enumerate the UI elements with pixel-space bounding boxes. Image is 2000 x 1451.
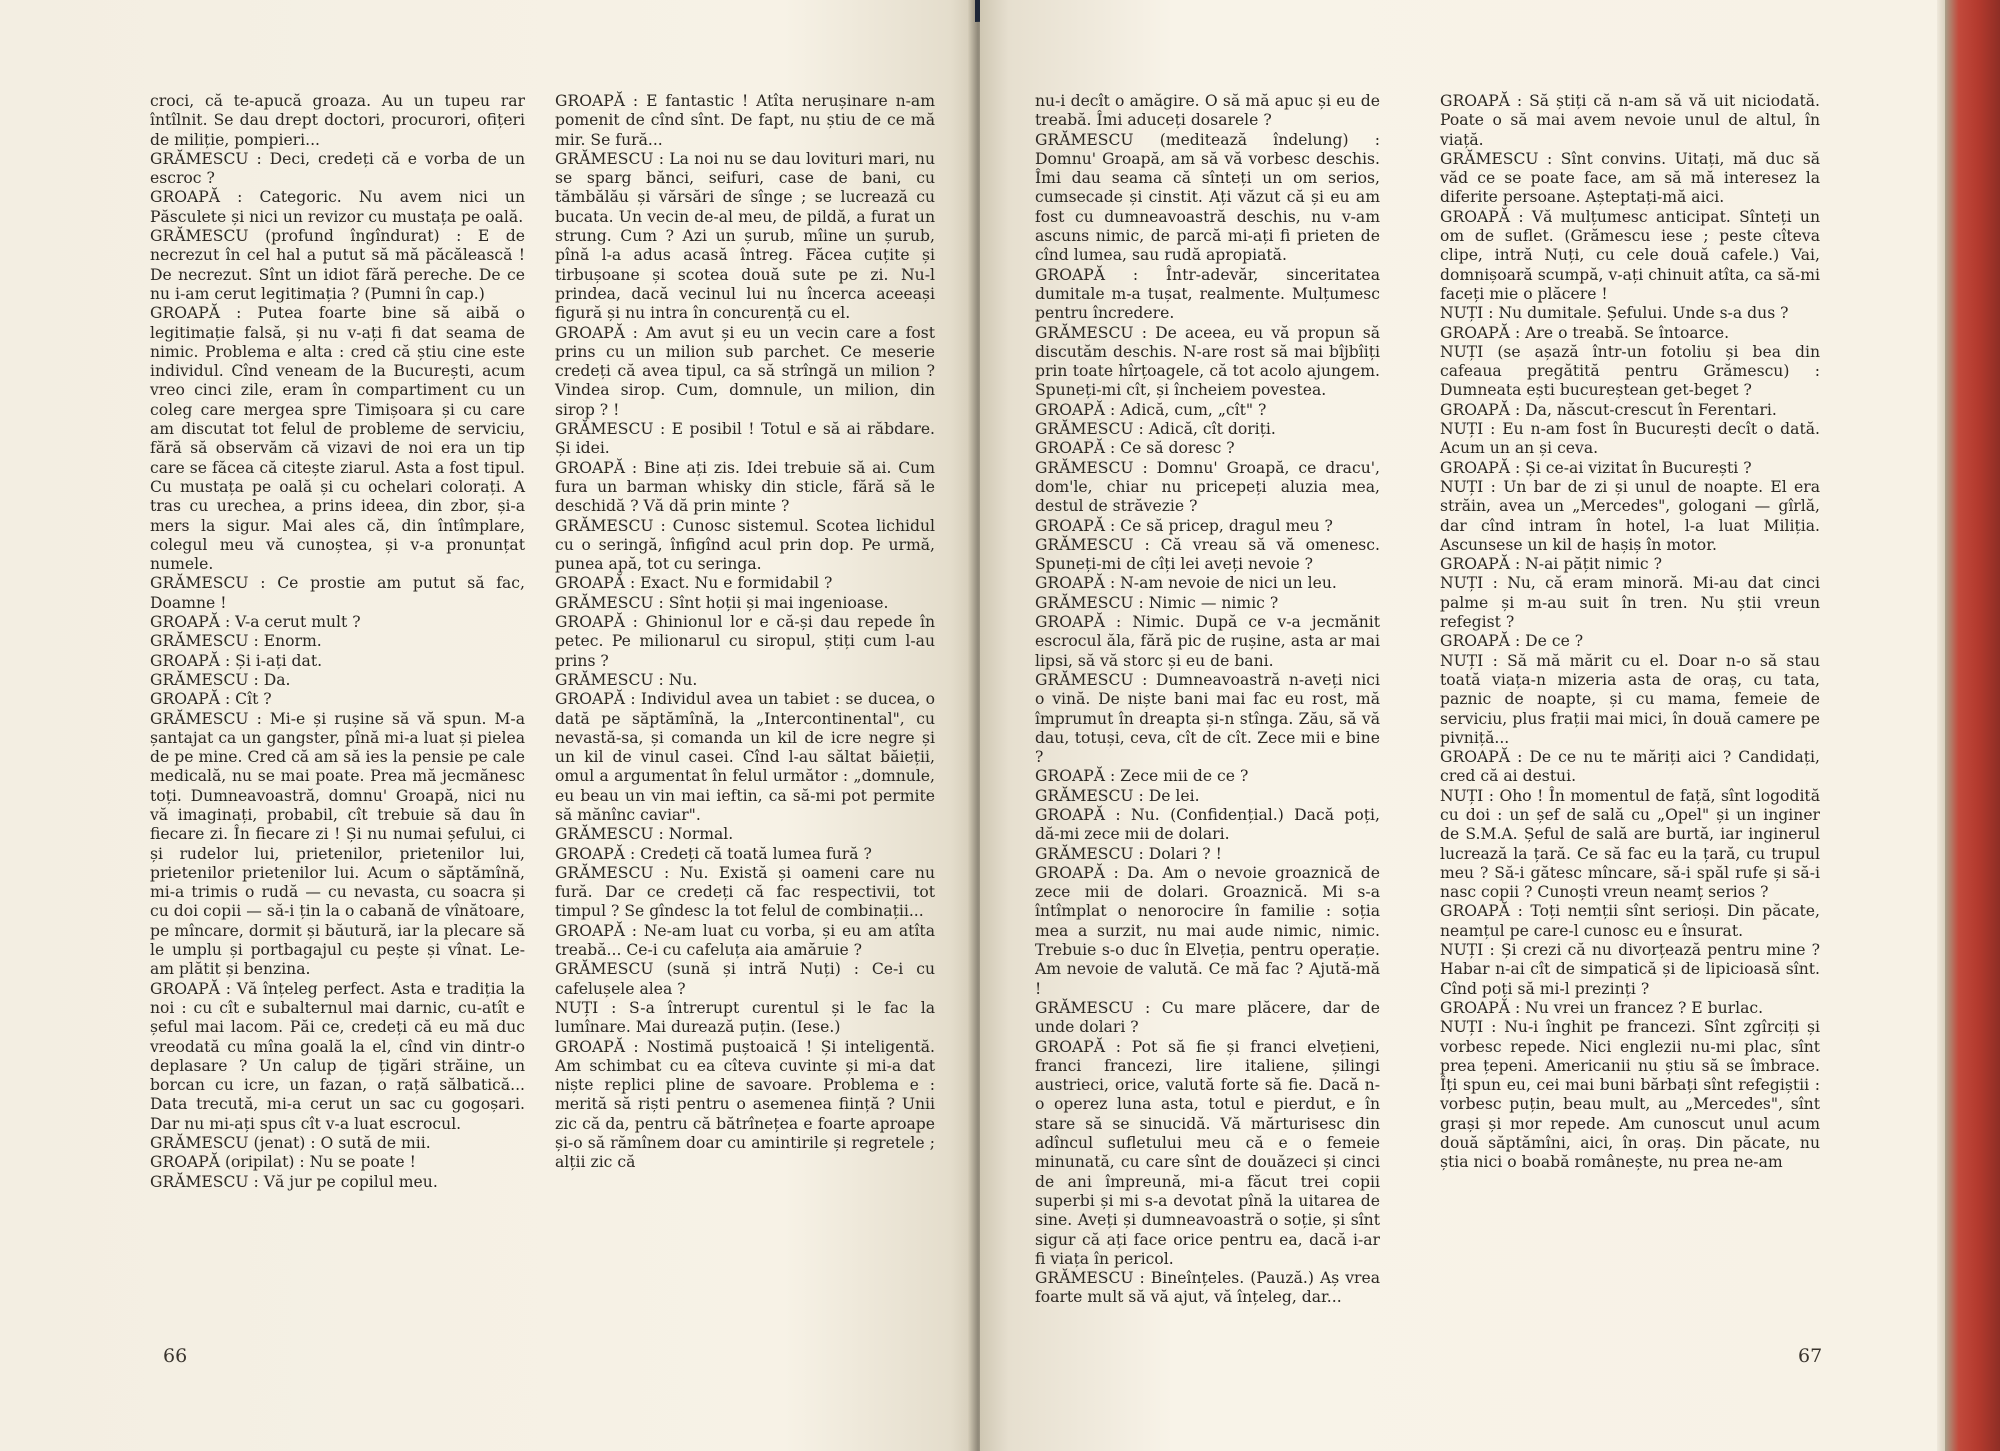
dialogue-paragraph: GROAPĂ : Ce să doresc ? [1035, 439, 1235, 458]
dialogue-paragraph: GRĂMESCU : Ce prostie am putut să fac, Doamne ! [150, 574, 525, 612]
left-page [0, 0, 980, 1451]
dialogue-paragraph: NUȚI : Nu dumitale. Șefului. Unde s-a dus ? [1440, 304, 1789, 323]
right-page [980, 0, 1945, 1451]
dialogue-paragraph: nu-i decît o amăgire. O să mă apuc și eu de treabă. Îmi aduceți dosarele ? [1035, 92, 1380, 130]
dialogue-paragraph: GRĂMESCU : Nu. [555, 670, 698, 689]
dialogue-paragraph: GRĂMESCU : De aceea, eu vă propun să discutăm deschis. N-are rost să mai bîjbîiți prin toate hîrțoagele, că tot acolo ajungem. Spuneți-mi cît, și încheiem povestea. [1035, 323, 1380, 400]
dialogue-paragraph: GRĂMESCU : Enorm. [150, 632, 322, 651]
dialogue-paragraph: GROAPĂ : E fantastic ! Atîta nerușinare n-am pomenit de cînd sînt. De fapt, nu știu de ce mă mir. Se fură... [555, 92, 935, 149]
dialogue-paragraph: GRĂMESCU : De lei. [1035, 786, 1200, 805]
left-page-column-1 [150, 92, 525, 1192]
dialogue-paragraph: GROAPĂ : N-am nevoie de nici un leu. [1035, 574, 1337, 593]
dialogue-paragraph: GROAPĂ : N-ai pățit nimic ? [1440, 555, 1662, 574]
left-page-column-2 [555, 92, 935, 1173]
dialogue-paragraph: GROAPĂ : Credeți că toată lumea fură ? [555, 844, 872, 863]
dialogue-paragraph: GRĂMESCU : Nimic — nimic ? [1035, 593, 1279, 612]
right-page-column-2 [1440, 92, 1820, 1173]
dialogue-paragraph: GROAPĂ : Putea foarte bine să aibă o legitimație falsă, și nu v-ați fi dat seama de nimic. Problema e alta : cred că știu cine este individul. Cînd veneam de la București, acum vreo cinci zile, eram în compartiment cu un coleg care mergea spre Timișoara și cu care am discutat tot felul de probleme de serviciu, fără să observăm că vizavi de noi era un tip care se făcea că citește ziarul. Asta a fost tipul. Cu mustața pe oală și cu ochelari colorați. A tras cu urechea, a prins ideea, din zbor, și-a mers la sigur. Mai ales că, din întîmplare, colegul meu vă cunoștea, și v-a pronunțat numele. [150, 304, 525, 574]
dialogue-paragraph: NUȚI : Un bar de zi și unul de noapte. El era străin, avea un „Mercedes", gologani — gîrlă, dar cînd intram în hotel, l-a luat Miliția. Ascunsese un kil de hașiș în motor. [1440, 477, 1820, 554]
dialogue-paragraph: GROAPĂ : Nu. (Confidențial.) Dacă poți, dă-mi zece mii de dolari. [1035, 805, 1380, 844]
dialogue-paragraph: GROAPĂ : Adică, cum, „cît" ? [1035, 400, 1267, 419]
dialogue-paragraph: GROAPĂ : Da. Am o nevoie groaznică de zece mii de dolari. Groaznică. Mi s-a întîmplat o nenorocire în familie : soția mea a surzit, nu mai aude nimic, nimic. Trebuie s-o duc în Elveția, pentru operație. Am nevoie de valută. Ce mă fac ? Ajută-mă ! [1035, 863, 1380, 998]
dialogue-paragraph: GRĂMESCU : Normal. [555, 825, 734, 844]
dialogue-paragraph: GROAPĂ : Individul avea un tabiet : se ducea, o dată pe săptămînă, la „Intercontinental", cu nevastă-sa, și comanda un kil de icre negre și un kil de vinul casei. Cînd l-au săltat băieții, omul a argumentat în felul următor : „domnule, eu beau un vin mai ieftin, ca să-mi pot permite să mănînc caviar". [555, 690, 935, 824]
dialogue-paragraph: GROAPĂ : Și ce-ai vizitat în București ? [1440, 458, 1752, 477]
dialogue-paragraph: GROAPĂ : Ne-am luat cu vorba, și eu am atîta treabă... Ce-i cu cafeluța aia amăruie ? [555, 921, 935, 960]
right-page-column-1 [1035, 92, 1380, 1308]
dialogue-paragraph: GROAPĂ : Zece mii de ce ? [1035, 767, 1249, 786]
page-number-left: 66 [163, 1345, 188, 1367]
page-edge [1937, 0, 1945, 1451]
dialogue-paragraph: NUȚI (se așază într-un fotoliu și bea din cafeaua pregătită pentru Grămescu) : Dumneata ești bucureștean get-beget ? [1440, 342, 1820, 400]
dialogue-paragraph: GRĂMESCU : E posibil ! Totul e să ai răbdare. Și idei. [555, 420, 935, 458]
dialogue-paragraph: GRĂMESCU : Nu. Există și oameni care nu fură. Dar ce credeți că fac respectivii, tot timpul ? Se gîndesc la tot felul de combinații... [555, 863, 935, 921]
dialogue-paragraph: GRĂMESCU : Mi-e și rușine să vă spun. M-a șantajat ca un gangster, pînă mi-a luat și pielea de pe mine. Cred că am să ies la pensie pe cale medicală, nu se mai poate. Prea mă jecmănesc toți. Dumneavoastră, domnu' Groapă, nici nu vă imaginați, probabil, cît trebuie să dau în fiecare zi. În fiecare zi ! Și nu numai șefului, ci și rudelor lui, prietenilor, prietenilor lui, prietenilor prietenilor lui. Acum o săptămînă, mi-a trimis o rudă — cu nevasta, cu soacra și cu doi copii — să-i țin la o cabană de vînătoare, pe mîncare, dormit și băutură, iar la plecare să le umplu și portbagajul cu pește și vînat. Le-am plătit și benzina. [150, 709, 525, 979]
dialogue-paragraph: GROAPĂ : Să știți că n-am să vă uit niciodată. Poate o să mai avem nevoie unul de altul, în viață. [1440, 92, 1820, 149]
dialogue-paragraph: NUȚI : Nu-i înghit pe francezi. Sînt zgîrciți și vorbesc repede. Nici englezii nu-mi plac, sînt prea țepeni. Americanii nu știu să se îmbrace. Îți spun eu, cei mai buni bărbați sînt refegiștii : vorbesc puțin, beau mult, au „Mercedes", sînt grași și mor repede. Am cunoscut unul acum două săptămîni, aici, în oraș. Din păcate, nu știa nici o boabă românește, nu prea ne-am [1440, 1018, 1820, 1172]
dialogue-paragraph: GRĂMESCU (meditează îndelung) : Domnu' Groapă, am să vă vorbesc deschis. Îmi dau seama că sînteți un om serios, cumsecade și cinstit. Ați văzut că și eu am fost cu dumneavoastră deschis, nu v-am ascuns nimic, de parcă mi-ați fi prieten de cînd lumea, sau rudă apropiată. [1035, 130, 1380, 265]
dialogue-paragraph: NUȚI : Eu n-am fost în București decît o dată. Acum un an și ceva. [1440, 420, 1820, 458]
dialogue-paragraph: GRĂMESCU : Deci, credeți că e vorba de un escroc ? [150, 149, 525, 188]
dialogue-paragraph: GRĂMESCU (jenat) : O sută de mii. [150, 1134, 431, 1153]
dialogue-paragraph: GRĂMESCU (profund îngîndurat) : E de necrezut în cel hal a putut să mă păcălească ! De necrezut. Sînt un idiot fără pereche. De ce nu i-am cerut legitimația ? (Pumni în cap.) [150, 227, 525, 303]
dialogue-paragraph: GRĂMESCU : Sînt hoții și mai ingenioase. [555, 593, 889, 612]
dialogue-paragraph: GRĂMESCU : Da. [150, 670, 291, 689]
dialogue-paragraph: GROAPĂ : De ce ? [1440, 632, 1584, 651]
dialogue-paragraph: GRĂMESCU : Adică, cît doriți. [1035, 420, 1276, 439]
dialogue-paragraph: GROAPĂ : Am avut și eu un vecin care a fost prins cu un milion sub parchet. Ce meserie credeți că avea tipul, ca să strîngă un milion ? Vindea sirop. Cum, domnule, un milion, din sirop ? ! [555, 323, 935, 419]
dialogue-paragraph: GROAPĂ : Nostimă puștoaică ! Și inteligentă. Am schimbat cu ea cîteva cuvinte și mi-a dat niște replici pline de savoare. Problema e : merită să riști pentru o asemenea ființă ? Unii zic că da, pentru că bătrînețea e foarte aproape și-o să rămînem doar cu amintirile și regretele ; alții zic că [555, 1037, 935, 1172]
dialogue-paragraph: GROAPĂ : Categoric. Nu avem nici un Păsculete și nici un revizor cu mustața pe oală. [150, 188, 525, 226]
dialogue-paragraph: GROAPĂ : Vă mulțumesc anticipat. Sînteți un om de suflet. (Grămescu iese ; peste cîteva clipe, intră Nuți, cu cele două cafele.) Vai, domnișoară scumpă, v-ați chinuit atîta, ca să-mi faceți mie o plăcere ! [1440, 207, 1820, 303]
dialogue-paragraph: GROAPĂ : Într-adevăr, sinceritatea dumitale m-a tușat, realmente. Mulțumesc pentru încredere. [1035, 265, 1380, 323]
dialogue-paragraph: GRĂMESCU : Bineînțeles. (Pauză.) Aș vrea foarte mult să vă ajut, vă înțeleg, dar... [1035, 1269, 1380, 1307]
dialogue-paragraph: GROAPĂ : Are o treabă. Se întoarce. [1440, 323, 1730, 342]
dialogue-paragraph: GROAPĂ (oripilat) : Nu se poate ! [150, 1153, 416, 1172]
dialogue-paragraph: GROAPĂ : Vă înțeleg perfect. Asta e tradiția la noi : cu cît e subalternul mai darnic, cu-atît e șeful mai lacom. Păi ce, credeți că eu mă duc vreodată cu mîna goală la el, cînd vin dintr-o deplasare ? Un calup de țigări străine, un borcan cu icre, un fazan, o rață sălbatică... Data trecută, mi-a cerut un sac cu gogoșari. Dar nu mi-ați spus cît v-a luat escrocul. [150, 979, 525, 1133]
dialogue-paragraph: GRĂMESCU : Dolari ? ! [1035, 844, 1222, 863]
dialogue-paragraph: GRĂMESCU : Vă jur pe copilul meu. [150, 1172, 438, 1191]
dialogue-paragraph: NUȚI : Oho ! În momentul de față, sînt logodită cu doi : un șef de sală cu „Opel" și un inginer de S.M.A. Șeful de sală are burtă, iar inginerul lucrează la țară. Ce să fac eu la țară, cu trupul meu ? Să-i gătesc mîncare, să-i spăl rufe și să-i nasc copii ? Cunoști vreun neamț serios ? [1440, 786, 1820, 902]
dialogue-paragraph: GROAPĂ : Și i-ați dat. [150, 651, 323, 670]
dialogue-paragraph: GRĂMESCU : Sînt convins. Uitați, mă duc să văd ce se poate face, am să mă interesez la diferite persoane. Așteptați-mă aici. [1440, 149, 1820, 207]
dialogue-paragraph: croci, că te-apucă groaza. Au un tupeu rar întîlnit. Se dau drept doctori, procurori, ofițeri de miliție, pompieri... [150, 92, 525, 149]
dialogue-paragraph: GRĂMESCU : Dumneavoastră n-aveți nici o vină. De niște bani mai fac eu rost, mă împrumut în dreapta și-n stînga. Zău, să vă dau, totuși, ceva, cît de cît. Zece mii e bine ? [1035, 670, 1380, 767]
dialogue-paragraph: GRĂMESCU : Că vreau să vă omenesc. Spuneți-mi de cîți lei aveți nevoie ? [1035, 535, 1380, 574]
book-cover-board [1945, 0, 2000, 1451]
dialogue-paragraph: GRĂMESCU : Cu mare plăcere, dar de unde dolari ? [1035, 998, 1380, 1037]
dialogue-paragraph: GROAPĂ : Pot să fie și franci elvețieni, franci francezi, lire italiene, șilingi austrieci, orice, valută forte să fie. Dacă n-o operez luna asta, totul e pierdut, e în stare să se sinucidă. Vă mărturisesc din adîncul sufletului meu că e o femeie minunată, cu care sînt de douăzeci și cinci de ani împreună, mi-a făcut trei copii superbi și mi s-a devotat pînă la uitarea de sine. Aveți și dumneavoastră o soție, și sînt sigur că ați face orice pentru ea, dacă i-ar fi viața în pericol. [1035, 1037, 1380, 1268]
dialogue-paragraph: GROAPĂ : Da, născut-crescut în Ferentari. [1440, 400, 1777, 419]
dialogue-paragraph: NUȚI : Nu, că eram minoră. Mi-au dat cinci palme și m-au suit în tren. Nu știi vreun refegist ? [1440, 574, 1820, 632]
dialogue-paragraph: GROAPĂ : Exact. Nu e formidabil ? [555, 574, 833, 593]
page-number-right: 67 [1798, 1345, 1823, 1367]
dialogue-paragraph: GROAPĂ : Cît ? [150, 690, 272, 709]
dialogue-paragraph: NUȚI : Și crezi că nu divorțează pentru mine ? Habar n-ai cît de simpatică și de lipicioasă sînt. Cînd poți să mi-l prezinți ? [1440, 941, 1820, 998]
dialogue-paragraph: GROAPĂ : V-a cerut mult ? [150, 613, 361, 632]
dialogue-paragraph: GRĂMESCU : La noi nu se dau lovituri mari, nu se sparg bănci, seifuri, case de bani, cu tămbălău și vărsări de sînge ; se lucrează cu bucata. Un vecin de-al meu, de pildă, a furat un strung. Cum ? Azi un șurub, mîine un șurub, pînă l-a adus acasă întreg. Făcea cuțite și tirbușoane și scotea două sute pe zi. Nu-l prindea, dacă vecinul lui nu încerca aceeași figură și nu intra în concurență cu el. [555, 149, 935, 323]
dialogue-paragraph: GRĂMESCU : Cunosc sistemul. Scotea lichidul cu o seringă, înfigînd acul prin dop. Pe urmă, punea apă, tot cu seringa. [555, 516, 935, 574]
dialogue-paragraph: GROAPĂ : Bine ați zis. Idei trebuie să ai. Cum fura un barman whisky din sticle, fără să le deschidă ? Vă dă prin minte ? [555, 458, 935, 516]
dialogue-paragraph: GROAPĂ : Nu vrei un francez ? E burlac. [1440, 998, 1764, 1017]
dialogue-paragraph: NUȚI : S-a întrerupt curentul și le fac la lumînare. Mai durează puțin. (Iese.) [555, 998, 935, 1037]
dialogue-paragraph: GROAPĂ : Nimic. După ce v-a jecmănit escrocul ăla, fără pic de rușine, asta ar mai lipsi, să vă storc și eu de bani. [1035, 613, 1380, 670]
dialogue-paragraph: GROAPĂ : Ce să pricep, dragul meu ? [1035, 516, 1333, 535]
dialogue-paragraph: GROAPĂ : Toți nemții sînt serioși. Din păcate, neamțul pe care-l cunosc eu e însurat. [1440, 902, 1820, 940]
dialogue-paragraph: GRĂMESCU : Domnu' Groapă, ce dracu', dom'le, chiar nu pricepeți aluzia mea, destul de străvezie ? [1035, 458, 1380, 516]
dialogue-paragraph: GROAPĂ : De ce nu te măriți aici ? Candidați, cred că ai destui. [1440, 748, 1820, 786]
dialogue-paragraph: GRĂMESCU (sună și intră Nuți) : Ce-i cu cafelușele alea ? [555, 960, 935, 998]
dialogue-paragraph: GROAPĂ : Ghinionul lor e că-și dau repede în petec. Pe milionarul cu siropul, știți cum l-au prins ? [555, 613, 935, 670]
dialogue-paragraph: NUȚI : Să mă mărit cu el. Doar n-o să stau toată viața-n mizeria asta de oraș, cu tata, paznic de noapte, și cu mama, femeie de serviciu, plus frații mai mici, în două camere pe pivniță... [1440, 651, 1820, 747]
